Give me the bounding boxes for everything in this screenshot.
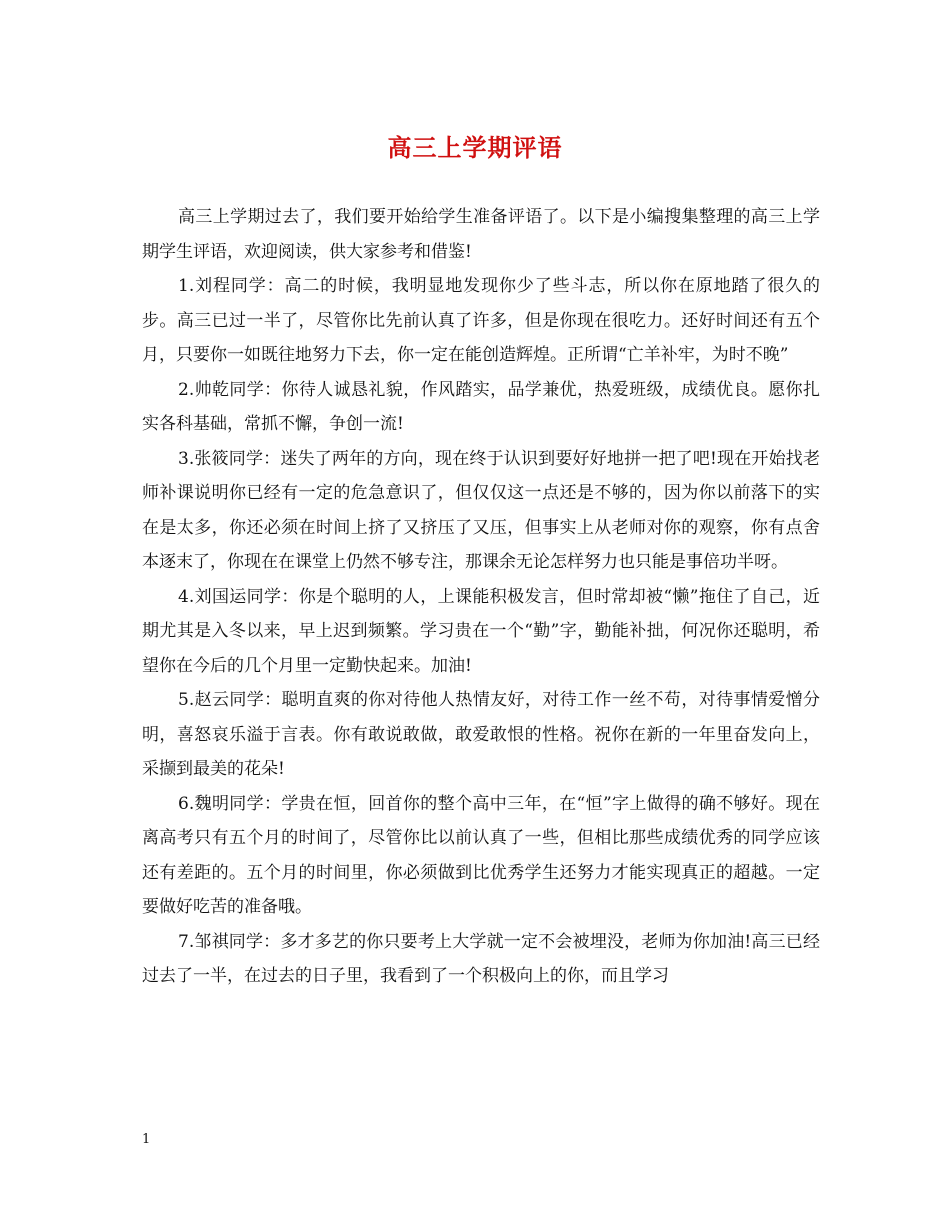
comment-paragraph-6: 6.魏明同学：学贵在恒，回首你的整个高中三年，在“恒”字上做得的确不够好。现在离高考只有五个月的时间了，尽管你比以前认真了一些，但相比那些成绩优秀的同学应该还有差距的。五个月的时间里，你必须做到比优秀学生还努力才能实现真正的超越。一定要做好吃苦的准备哦。 — [142, 793, 820, 917]
comment-paragraph-4: 4.刘国运同学：你是个聪明的人，上课能积极发言，但时常却被“懒”拖住了自己，近期尤其是入冬以来，早上迟到频繁。学习贵在一个“勤”字，勤能补拙，何况你还聪明，希望你在今后的几个月里一定勤快起来。加油! — [142, 586, 820, 676]
intro-paragraph: 高三上学期过去了，我们要开始给学生准备评语了。以下是小编搜集整理的高三上学期学生评语，欢迎阅读，供大家参考和借鉴! — [142, 207, 820, 262]
comment-paragraph-7: 7.邹祺同学：多才多艺的你只要考上大学就一定不会被埋没，老师为你加油!高三已经过去了一半，在过去的日子里，我看到了一个积极向上的你，而且学习 — [142, 931, 820, 986]
comment-paragraph-5: 5.赵云同学：聪明直爽的你对待他人热情友好，对待工作一丝不苟，对待事情爱憎分明，喜怒哀乐溢于言表。你有敢说敢做，敢爱敢恨的性格。祝你在新的一年里奋发向上，采撷到最美的花朵! — [142, 690, 820, 779]
comment-paragraph-1: 1.刘程同学：高二的时候，我明显地发现你少了些斗志，所以你在原地踏了很久的步。高三已过一半了，尽管你比先前认真了许多，但是你现在很吃力。还好时间还有五个月，只要你一如既往地努力下去，你一定在能创造辉煌。正所谓“亡羊补牢，为时不晚” — [142, 276, 820, 365]
document-body — [142, 200, 820, 994]
document-title: 高三上学期评语 — [387, 133, 563, 162]
comment-paragraph-2: 2.帅乾同学：你待人诚恳礼貌，作风踏实，品学兼优，热爱班级，成绩优良。愿你扎实各科基础，常抓不懈，争创一流! — [142, 379, 820, 434]
comment-paragraph-3: 3.张筱同学：迷失了两年的方向，现在终于认识到要好好地拼一把了吧!现在开始找老师补课说明你已经有一定的危急意识了，但仅仅这一点还是不够的，因为你以前落下的实在是太多，你还必须在时间上挤了又挤压了又压，但事实上从老师对你的观察，你有点舍本逐末了，你现在在课堂上仍然不够专注，那课余无论怎样努力也只能是事倍功半呀。 — [142, 448, 820, 572]
page-number: 1 — [142, 1132, 151, 1147]
